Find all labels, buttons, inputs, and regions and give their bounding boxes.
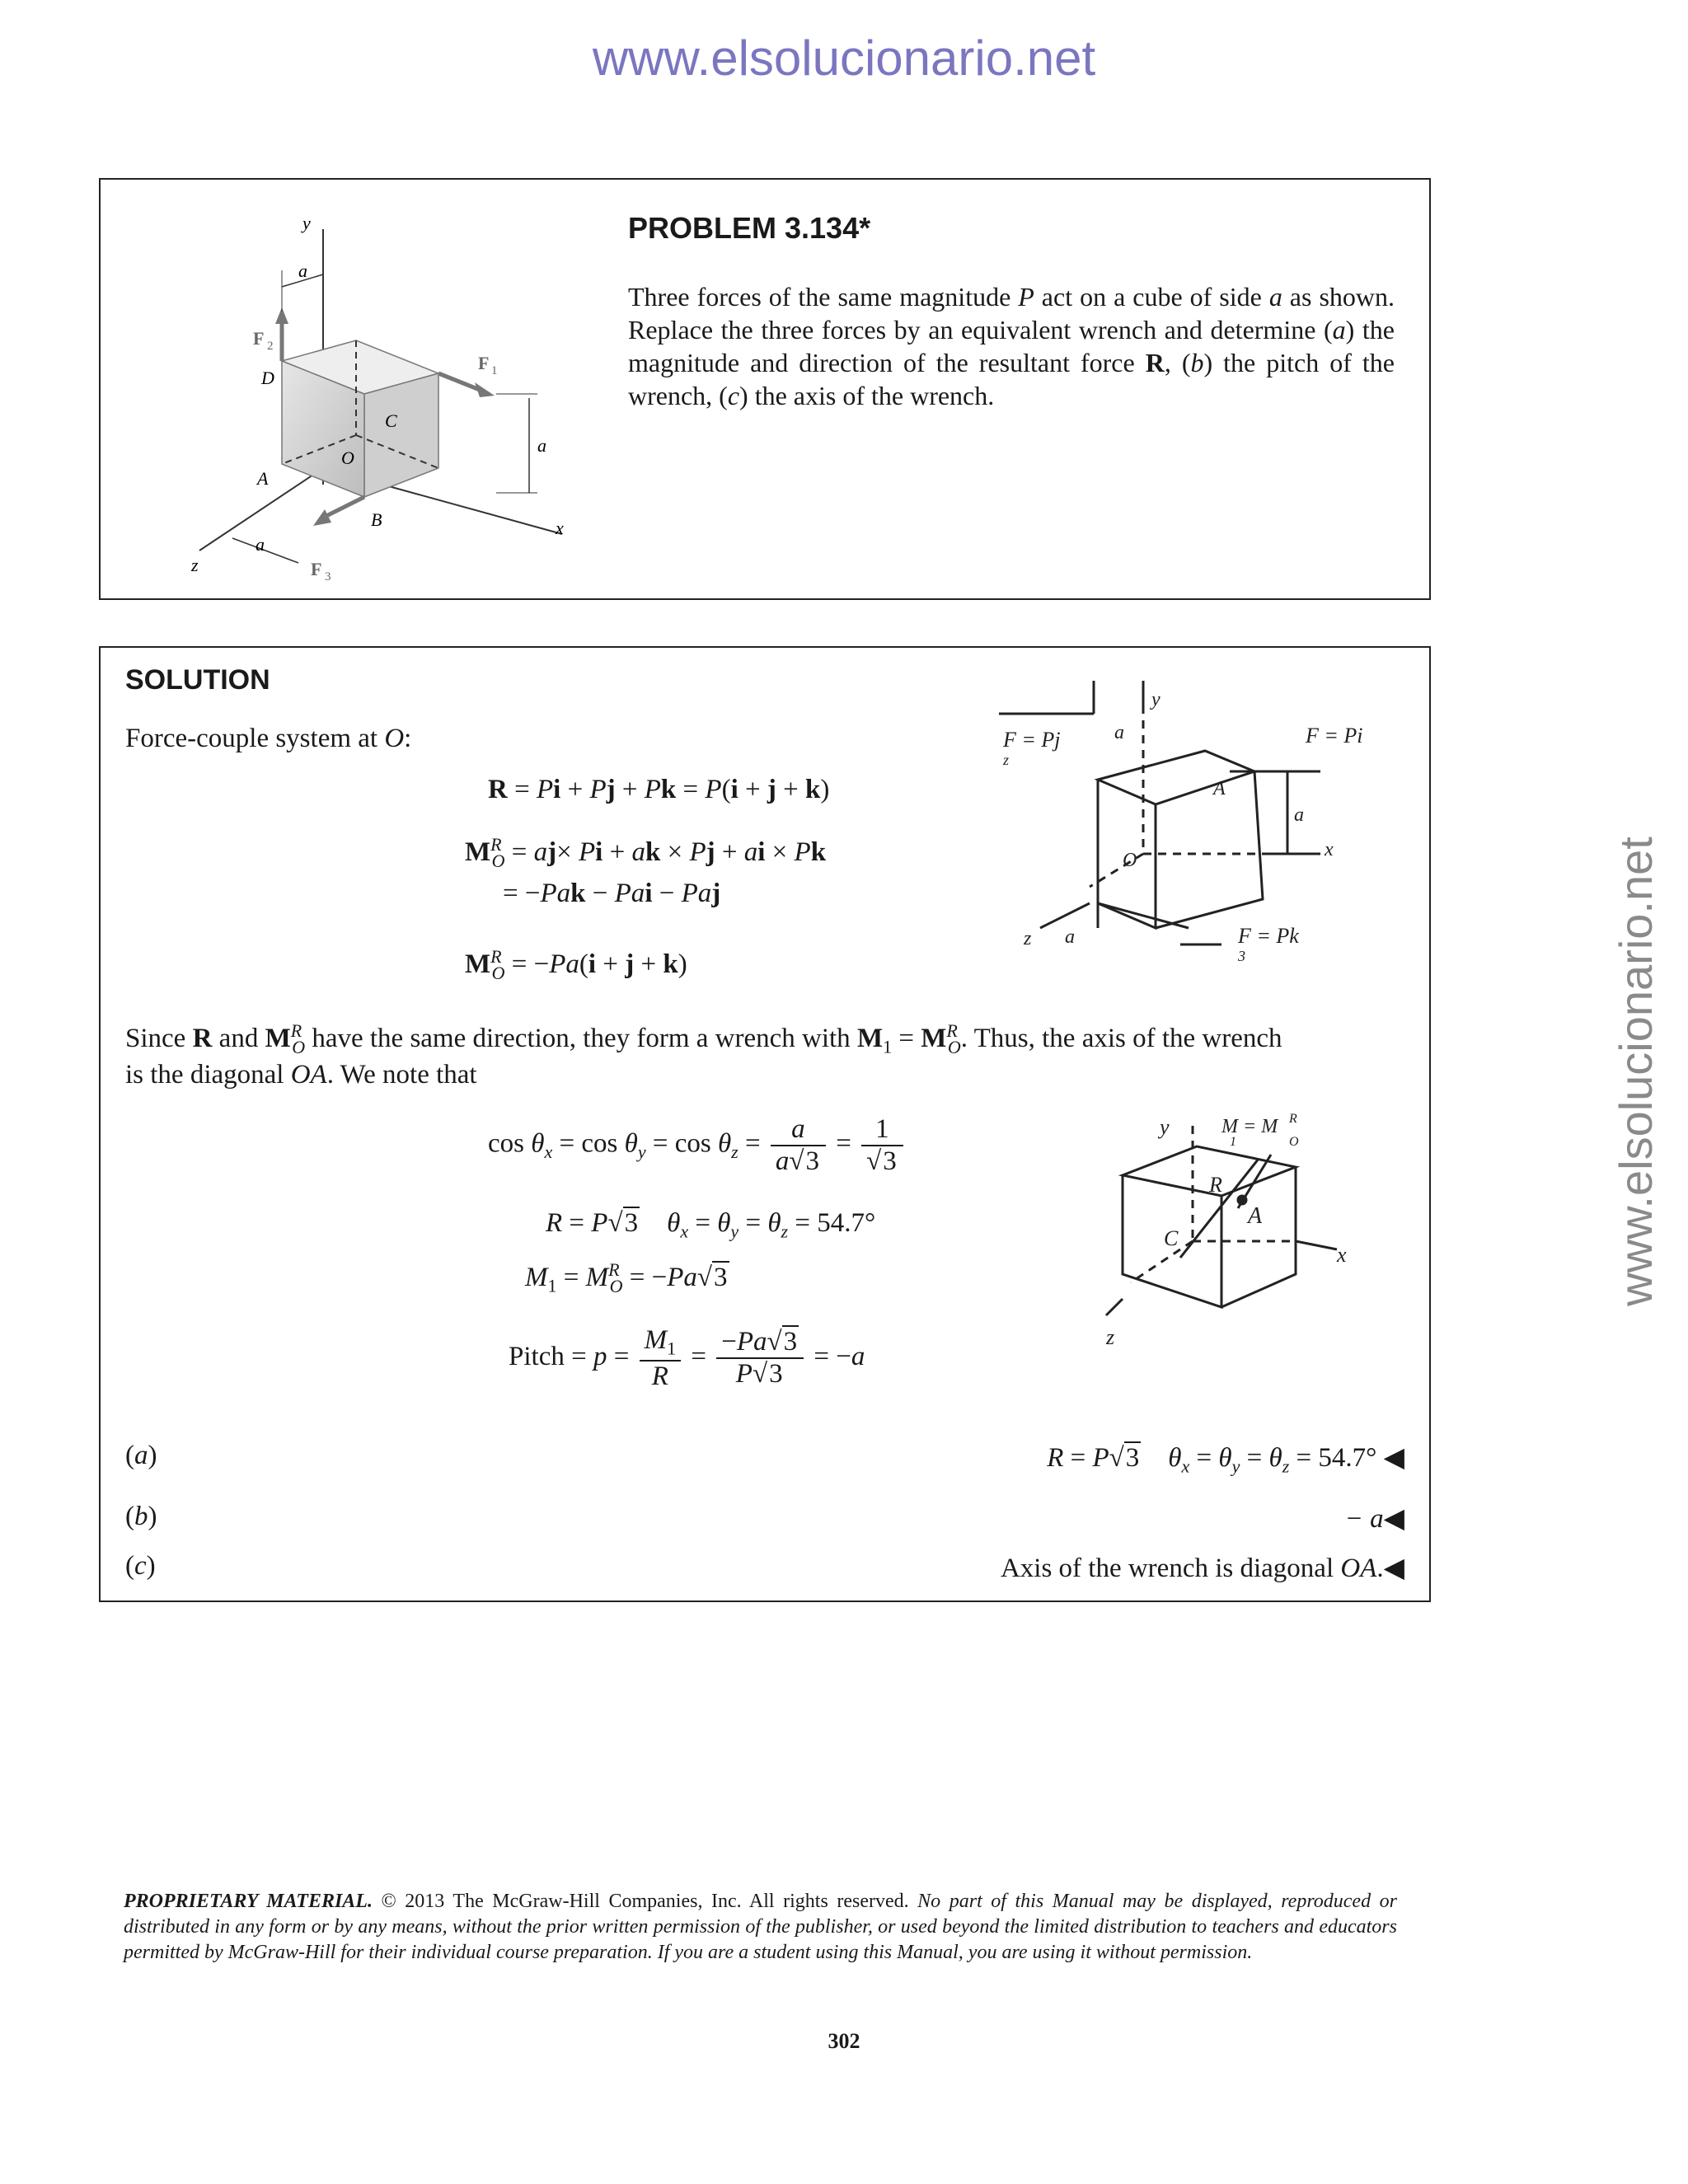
fig-a-bottom-label: a: [256, 534, 265, 555]
eq-m1: $M_1 = M^R_O = -Pa√3$: [525, 1259, 728, 1296]
sk1-a-bottom: a: [1065, 926, 1075, 948]
sk1-fx: F = Pi: [1306, 724, 1363, 748]
since-line-1: Since R and $M^R_O$ have the same direction, they form a wrench with $M_1 = M^R_O$. Thus, the axis of the wrench: [125, 1020, 1282, 1057]
fig-f3-label: F: [311, 559, 322, 579]
fig-a-right-label: a: [537, 435, 546, 456]
fig-o-label: O: [341, 448, 354, 468]
sk1-a-right: a: [1294, 804, 1304, 826]
sk1-x: x: [1325, 839, 1334, 860]
problem-title: PROBLEM 3.134*: [628, 211, 871, 245]
sk2-m-sup: R: [1289, 1112, 1297, 1126]
eq-moment-2: = −Pak − Pai − Paj: [503, 879, 721, 908]
sk1-z: z: [1024, 928, 1032, 949]
sk1-a-point: A: [1213, 778, 1226, 799]
answer-b-value: − a◀: [1344, 1504, 1404, 1534]
solution-sketch-1: [991, 681, 1378, 964]
sk1-f3: F = Pk: [1238, 924, 1299, 948]
fig-f3-sub: 3: [325, 570, 331, 583]
fig-z-label: z: [191, 555, 199, 575]
fig-d-label: D: [261, 368, 274, 388]
eq-resultant: R = Pi + Pj + Pk = P(i + j + k): [488, 775, 830, 804]
watermark-side: www.elsolucionario.net: [1610, 837, 1662, 1306]
eq-pitch: Pitch = p = $\frac{M_1}{R}$ = $\frac{-Pa√3}{P√3}$ = −a: [509, 1325, 865, 1391]
fig-f1-sub: 1: [491, 364, 498, 377]
sk1-o: O: [1123, 850, 1137, 871]
sk1-f3-sub: 3: [1238, 948, 1245, 964]
sk2-a: A: [1248, 1203, 1263, 1229]
sk1-a-top: a: [1114, 722, 1124, 743]
sk1-fz: F = Pj: [1003, 728, 1061, 752]
fig-b-label: B: [371, 509, 382, 530]
solution-box: [99, 646, 1431, 1602]
answer-a-label: (a): [125, 1441, 157, 1470]
solution-sketch-2: [1106, 1109, 1370, 1357]
fig-f2-label: F: [253, 328, 265, 349]
fig-f2-sub: 2: [267, 340, 274, 353]
answer-c-label: (c): [125, 1551, 156, 1581]
solution-intro: Force-couple system at O:: [125, 724, 412, 753]
problem-box: [99, 178, 1431, 600]
problem-figure: [134, 188, 628, 600]
sk2-z: z: [1106, 1325, 1115, 1349]
eq-cos: $\cos \theta_x = \cos \theta_y = \cos \theta_z$ = $\frac{a}{a√3}$ = $\frac{1}{√3}$: [488, 1114, 907, 1177]
fig-y-label: y: [302, 213, 311, 233]
eq-r-magnitude: R = P√3 $\theta_x = \theta_y = \theta_z = 54.7^\circ$: [546, 1208, 876, 1242]
sk1-y: y: [1151, 689, 1160, 710]
sk2-x: x: [1337, 1243, 1347, 1267]
answer-a-value: R = P√3 $\theta_x = \theta_y = \theta_z = 54.7^\circ$ ◀: [1047, 1443, 1404, 1477]
sk2-m-sub: 1: [1230, 1135, 1236, 1149]
problem-statement: Three forces of the same magnitude P act on a cube of side a as shown. Replace the three forces by an equivalent wrench and determine (a) the magnitude and direction of the resultant force R, (b) the pitch of the wrench, (c) the axis of the wrench.: [628, 282, 1395, 410]
footer-copyright: PROPRIETARY MATERIAL. © 2013 The McGraw-Hill Companies, Inc. All rights reserved. No part of this Manual may be displayed, reproduced or distributed in any form or by any means, without the prior written permission of the publisher, or used beyond the limited distribution to teachers and educators permitted by McGraw-Hill for their individual course preparation. If you are a student using this Manual, you are using it without permission.: [124, 1891, 1397, 1963]
solution-title: SOLUTION: [125, 664, 270, 696]
watermark-top: www.elsolucionario.net: [592, 30, 1096, 86]
fig-c-label: C: [385, 410, 397, 431]
sk2-m: M = M: [1221, 1116, 1278, 1137]
sk2-y: y: [1160, 1115, 1170, 1139]
sk2-r: R: [1209, 1173, 1222, 1197]
fig-a-point-label: A: [257, 468, 269, 489]
sk1-fz-sub: z: [1003, 752, 1010, 768]
fig-x-label: x: [556, 518, 564, 538]
since-line-2: is the diagonal OA. We note that: [125, 1060, 477, 1090]
eq-moment-1: $M^R_O = aj\times Pi$ + ak × Pj + ai × Pk: [465, 834, 827, 871]
fig-a-top-label: a: [298, 260, 307, 281]
sk2-m-sub2: O: [1289, 1135, 1299, 1149]
fig-f1-label: F: [478, 353, 490, 373]
answer-c-value: Axis of the wrench is diagonal OA.◀: [1000, 1554, 1404, 1583]
page-number: 302: [828, 2029, 860, 2053]
eq-moment-3: $M^R_O = -Pa(i + j + k)$: [465, 946, 687, 983]
answer-b-label: (b): [125, 1502, 157, 1531]
sk2-c: C: [1164, 1226, 1179, 1250]
